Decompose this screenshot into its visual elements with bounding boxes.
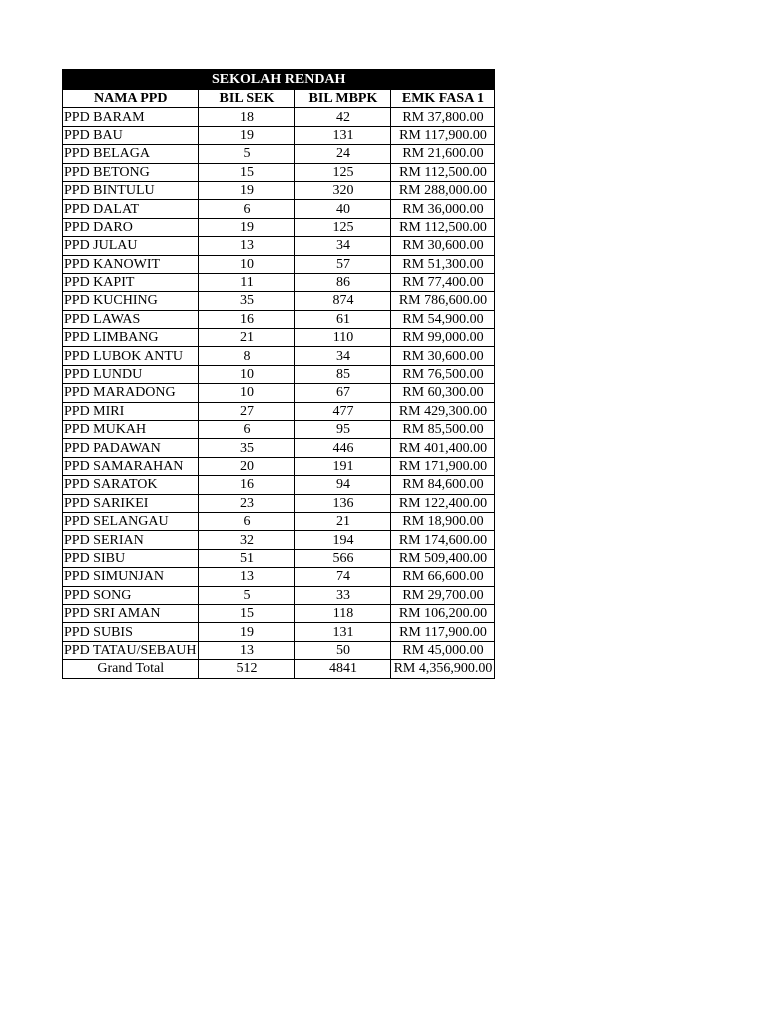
- cell-bil-mbpk: 95: [295, 421, 391, 439]
- cell-nama-ppd: PPD SIMUNJAN: [63, 568, 199, 586]
- cell-emk-fasa-1: RM 77,400.00: [391, 273, 495, 291]
- cell-bil-mbpk: 125: [295, 163, 391, 181]
- cell-bil-sek: 13: [199, 641, 295, 659]
- header-bil-mbpk: BIL MBPK: [295, 90, 391, 108]
- cell-nama-ppd: PPD LUNDU: [63, 365, 199, 383]
- cell-bil-sek: 6: [199, 421, 295, 439]
- cell-bil-mbpk: 125: [295, 218, 391, 236]
- table-row: [63, 384, 495, 402]
- grand-total-bil-sek: 512: [199, 660, 295, 678]
- cell-emk-fasa-1: RM 106,200.00: [391, 604, 495, 622]
- table-row: [63, 163, 495, 181]
- cell-nama-ppd: PPD TATAU/SEBAUH: [63, 641, 199, 659]
- cell-nama-ppd: PPD LAWAS: [63, 310, 199, 328]
- cell-bil-mbpk: 74: [295, 568, 391, 586]
- cell-bil-sek: 35: [199, 439, 295, 457]
- cell-bil-mbpk: 131: [295, 126, 391, 144]
- table-row: [63, 439, 495, 457]
- cell-nama-ppd: PPD BARAM: [63, 108, 199, 126]
- table-row: [63, 347, 495, 365]
- table-row: [63, 531, 495, 549]
- cell-nama-ppd: PPD KUCHING: [63, 292, 199, 310]
- cell-bil-mbpk: 446: [295, 439, 391, 457]
- cell-bil-sek: 19: [199, 126, 295, 144]
- cell-bil-mbpk: 131: [295, 623, 391, 641]
- cell-bil-mbpk: 110: [295, 329, 391, 347]
- cell-bil-sek: 16: [199, 310, 295, 328]
- cell-emk-fasa-1: RM 18,900.00: [391, 512, 495, 530]
- cell-bil-mbpk: 194: [295, 531, 391, 549]
- cell-emk-fasa-1: RM 429,300.00: [391, 402, 495, 420]
- cell-emk-fasa-1: RM 288,000.00: [391, 181, 495, 199]
- table-row: [63, 108, 495, 126]
- table-row: [63, 623, 495, 641]
- table-row: [63, 218, 495, 236]
- table-row: [63, 549, 495, 567]
- sekolah-rendah-table: [62, 69, 495, 679]
- cell-nama-ppd: PPD SIBU: [63, 549, 199, 567]
- header-nama-ppd: NAMA PPD: [63, 90, 199, 108]
- cell-nama-ppd: PPD MARADONG: [63, 384, 199, 402]
- cell-bil-mbpk: 34: [295, 347, 391, 365]
- cell-nama-ppd: PPD MUKAH: [63, 421, 199, 439]
- cell-bil-sek: 10: [199, 255, 295, 273]
- cell-bil-mbpk: 33: [295, 586, 391, 604]
- cell-nama-ppd: PPD SUBIS: [63, 623, 199, 641]
- cell-bil-sek: 20: [199, 457, 295, 475]
- grand-total-row: [63, 660, 495, 678]
- grand-total-label: Grand Total: [63, 660, 199, 678]
- table-row: [63, 604, 495, 622]
- cell-emk-fasa-1: RM 30,600.00: [391, 347, 495, 365]
- cell-bil-mbpk: 40: [295, 200, 391, 218]
- cell-bil-sek: 15: [199, 604, 295, 622]
- cell-emk-fasa-1: RM 37,800.00: [391, 108, 495, 126]
- cell-emk-fasa-1: RM 45,000.00: [391, 641, 495, 659]
- table-row: [63, 568, 495, 586]
- cell-bil-mbpk: 94: [295, 476, 391, 494]
- cell-emk-fasa-1: RM 401,400.00: [391, 439, 495, 457]
- cell-nama-ppd: PPD SARIKEI: [63, 494, 199, 512]
- cell-bil-sek: 19: [199, 218, 295, 236]
- table-row: [63, 586, 495, 604]
- table-row: [63, 494, 495, 512]
- cell-emk-fasa-1: RM 76,500.00: [391, 365, 495, 383]
- cell-bil-sek: 51: [199, 549, 295, 567]
- table-row: [63, 421, 495, 439]
- header-emk-fasa-1: EMK FASA 1: [391, 90, 495, 108]
- cell-bil-mbpk: 24: [295, 145, 391, 163]
- cell-emk-fasa-1: RM 509,400.00: [391, 549, 495, 567]
- table-row: [63, 402, 495, 420]
- cell-bil-sek: 5: [199, 145, 295, 163]
- cell-bil-mbpk: 86: [295, 273, 391, 291]
- table-row: [63, 457, 495, 475]
- cell-bil-sek: 10: [199, 384, 295, 402]
- table-row: [63, 237, 495, 255]
- cell-bil-sek: 6: [199, 200, 295, 218]
- table-row: [63, 512, 495, 530]
- cell-emk-fasa-1: RM 112,500.00: [391, 218, 495, 236]
- cell-nama-ppd: PPD LIMBANG: [63, 329, 199, 347]
- cell-bil-mbpk: 61: [295, 310, 391, 328]
- cell-bil-mbpk: 42: [295, 108, 391, 126]
- cell-emk-fasa-1: RM 36,000.00: [391, 200, 495, 218]
- table-row: [63, 476, 495, 494]
- cell-emk-fasa-1: RM 117,900.00: [391, 623, 495, 641]
- cell-emk-fasa-1: RM 29,700.00: [391, 586, 495, 604]
- cell-emk-fasa-1: RM 99,000.00: [391, 329, 495, 347]
- cell-bil-mbpk: 874: [295, 292, 391, 310]
- cell-bil-mbpk: 67: [295, 384, 391, 402]
- table-header-row: [63, 90, 495, 108]
- cell-bil-mbpk: 566: [295, 549, 391, 567]
- table-row: [63, 310, 495, 328]
- cell-bil-sek: 15: [199, 163, 295, 181]
- cell-nama-ppd: PPD SARATOK: [63, 476, 199, 494]
- cell-bil-mbpk: 320: [295, 181, 391, 199]
- cell-bil-mbpk: 50: [295, 641, 391, 659]
- cell-emk-fasa-1: RM 786,600.00: [391, 292, 495, 310]
- table-body: [63, 108, 495, 660]
- cell-emk-fasa-1: RM 84,600.00: [391, 476, 495, 494]
- cell-bil-mbpk: 21: [295, 512, 391, 530]
- table-row: [63, 365, 495, 383]
- table-row: [63, 273, 495, 291]
- cell-bil-sek: 5: [199, 586, 295, 604]
- cell-bil-sek: 21: [199, 329, 295, 347]
- cell-bil-sek: 16: [199, 476, 295, 494]
- table-row: [63, 255, 495, 273]
- cell-bil-mbpk: 57: [295, 255, 391, 273]
- cell-bil-sek: 23: [199, 494, 295, 512]
- cell-bil-sek: 19: [199, 181, 295, 199]
- cell-bil-mbpk: 191: [295, 457, 391, 475]
- cell-emk-fasa-1: RM 122,400.00: [391, 494, 495, 512]
- cell-nama-ppd: PPD SERIAN: [63, 531, 199, 549]
- header-bil-sek: BIL SEK: [199, 90, 295, 108]
- table-row: [63, 292, 495, 310]
- cell-bil-sek: 13: [199, 237, 295, 255]
- cell-nama-ppd: PPD SAMARAHAN: [63, 457, 199, 475]
- grand-total-emk: RM 4,356,900.00: [391, 660, 495, 678]
- cell-emk-fasa-1: RM 30,600.00: [391, 237, 495, 255]
- cell-emk-fasa-1: RM 54,900.00: [391, 310, 495, 328]
- table-row: [63, 126, 495, 144]
- cell-bil-sek: 6: [199, 512, 295, 530]
- table-title: SEKOLAH RENDAH: [63, 70, 495, 90]
- cell-nama-ppd: PPD KANOWIT: [63, 255, 199, 273]
- cell-bil-sek: 13: [199, 568, 295, 586]
- cell-nama-ppd: PPD DALAT: [63, 200, 199, 218]
- cell-bil-sek: 32: [199, 531, 295, 549]
- cell-emk-fasa-1: RM 60,300.00: [391, 384, 495, 402]
- cell-emk-fasa-1: RM 174,600.00: [391, 531, 495, 549]
- cell-nama-ppd: PPD BELAGA: [63, 145, 199, 163]
- cell-nama-ppd: PPD PADAWAN: [63, 439, 199, 457]
- cell-bil-sek: 10: [199, 365, 295, 383]
- cell-bil-sek: 27: [199, 402, 295, 420]
- cell-bil-sek: 8: [199, 347, 295, 365]
- cell-emk-fasa-1: RM 85,500.00: [391, 421, 495, 439]
- cell-bil-mbpk: 118: [295, 604, 391, 622]
- cell-nama-ppd: PPD BAU: [63, 126, 199, 144]
- cell-nama-ppd: PPD MIRI: [63, 402, 199, 420]
- cell-bil-mbpk: 85: [295, 365, 391, 383]
- table-row: [63, 641, 495, 659]
- cell-nama-ppd: PPD JULAU: [63, 237, 199, 255]
- cell-emk-fasa-1: RM 112,500.00: [391, 163, 495, 181]
- grand-total-bil-mbpk: 4841: [295, 660, 391, 678]
- cell-nama-ppd: PPD SONG: [63, 586, 199, 604]
- cell-nama-ppd: PPD KAPIT: [63, 273, 199, 291]
- cell-nama-ppd: PPD SELANGAU: [63, 512, 199, 530]
- table-row: [63, 181, 495, 199]
- cell-emk-fasa-1: RM 171,900.00: [391, 457, 495, 475]
- cell-bil-mbpk: 34: [295, 237, 391, 255]
- cell-bil-sek: 35: [199, 292, 295, 310]
- cell-nama-ppd: PPD DARO: [63, 218, 199, 236]
- cell-bil-mbpk: 136: [295, 494, 391, 512]
- cell-bil-mbpk: 477: [295, 402, 391, 420]
- table-row: [63, 145, 495, 163]
- cell-bil-sek: 19: [199, 623, 295, 641]
- cell-emk-fasa-1: RM 66,600.00: [391, 568, 495, 586]
- cell-emk-fasa-1: RM 117,900.00: [391, 126, 495, 144]
- cell-emk-fasa-1: RM 51,300.00: [391, 255, 495, 273]
- cell-bil-sek: 11: [199, 273, 295, 291]
- table-title-row: [63, 70, 495, 90]
- table-row: [63, 200, 495, 218]
- cell-bil-sek: 18: [199, 108, 295, 126]
- cell-nama-ppd: PPD BINTULU: [63, 181, 199, 199]
- table-row: [63, 329, 495, 347]
- cell-nama-ppd: PPD SRI AMAN: [63, 604, 199, 622]
- cell-nama-ppd: PPD BETONG: [63, 163, 199, 181]
- cell-emk-fasa-1: RM 21,600.00: [391, 145, 495, 163]
- cell-nama-ppd: PPD LUBOK ANTU: [63, 347, 199, 365]
